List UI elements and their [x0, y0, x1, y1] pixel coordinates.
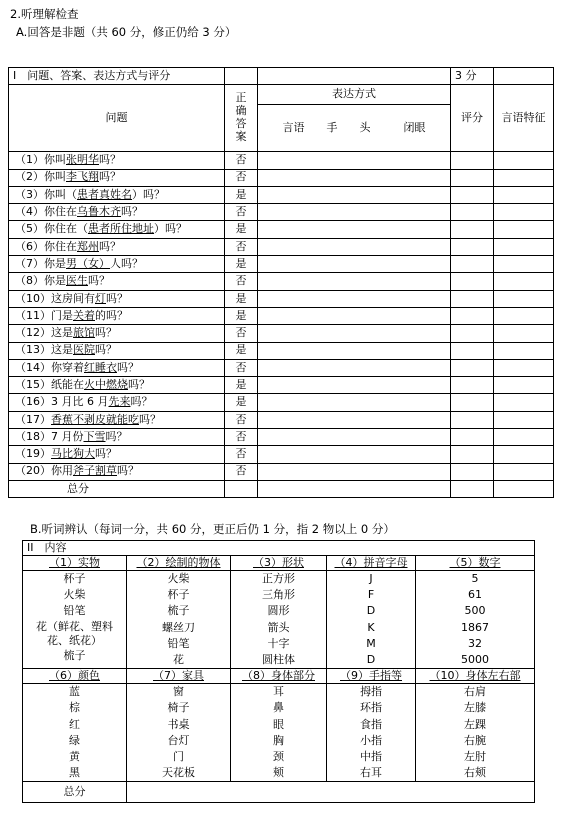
group-items [231, 684, 327, 782]
word-item[interactable]: 右肩 [464, 685, 487, 699]
question-cell [9, 186, 225, 203]
question-text: （8）你是 [15, 274, 66, 288]
question-cell [9, 429, 225, 446]
word-item[interactable]: 左膝 [464, 701, 487, 715]
score-cell[interactable] [451, 446, 494, 463]
table-row [9, 186, 554, 203]
word-item[interactable]: 黄 [69, 749, 80, 763]
speech-cell[interactable] [494, 429, 554, 446]
score-cell[interactable] [451, 359, 494, 376]
word-item[interactable]: 右腕 [464, 733, 487, 747]
question-text: （13）这是 [15, 343, 73, 357]
expression-cell[interactable] [258, 359, 451, 376]
question-keyword: 香蕉不剥皮就能吃 [51, 412, 139, 426]
speech-cell[interactable] [494, 204, 554, 221]
question-text: （4）你住在 [15, 205, 77, 219]
score-cell[interactable] [451, 169, 494, 186]
total-row [23, 782, 535, 803]
table-row [9, 463, 554, 480]
question-cell [9, 325, 225, 342]
question-cell [9, 290, 225, 307]
question-text: 吗？ [121, 205, 143, 219]
speech-cell[interactable] [494, 273, 554, 290]
score-cell[interactable] [451, 325, 494, 342]
group-header [416, 556, 535, 571]
question-cell [9, 359, 225, 376]
question-cell [9, 152, 225, 169]
table-row [9, 325, 554, 342]
expression-cell[interactable] [258, 342, 451, 359]
word-item[interactable]: 胸 [273, 733, 284, 747]
group-header [127, 556, 231, 571]
answer-cell: 否 [225, 359, 258, 376]
answer-cell: 否 [225, 411, 258, 428]
group-items [416, 571, 535, 669]
question-text: 吗？ [95, 326, 117, 340]
question-text: 吗？ [117, 464, 139, 478]
group-items-row [23, 571, 535, 669]
group-title: （8）身体部分 [242, 668, 315, 682]
question-text: 吗？ [95, 343, 117, 357]
points-label: 3 分 [451, 68, 494, 85]
group-header [416, 669, 535, 684]
group-title: （7）家具 [153, 668, 204, 682]
question-cell [9, 204, 225, 221]
table-row [9, 359, 554, 376]
question-text: 人吗？ [110, 256, 143, 270]
speech-cell[interactable] [494, 446, 554, 463]
answer-cell: 是 [225, 394, 258, 411]
expression-cell[interactable] [258, 256, 451, 273]
speech-cell[interactable] [494, 238, 554, 255]
table-row [9, 377, 554, 394]
word-item[interactable]: F [367, 588, 375, 602]
question-text: 吗？ [139, 412, 161, 426]
question-text: （11）门是 [15, 308, 73, 322]
word-item[interactable]: 三角形 [262, 588, 295, 602]
word-item[interactable]: 椅子 [167, 701, 190, 715]
answer-cell: 否 [225, 152, 258, 169]
word-item[interactable]: 红 [69, 717, 80, 731]
question-keyword: 关着 [73, 308, 95, 322]
score-cell[interactable] [451, 342, 494, 359]
question-text: （20）你用 [15, 464, 73, 478]
word-item[interactable]: 环指 [360, 701, 382, 715]
group-header-row [23, 669, 535, 684]
answer-cell: 否 [225, 273, 258, 290]
group-header [327, 556, 416, 571]
word-item[interactable]: 棕 [69, 701, 80, 715]
expression-cell[interactable] [258, 446, 451, 463]
col-speech: 言语特征 [494, 85, 554, 152]
question-keyword: 郑州 [77, 239, 99, 253]
question-text: 的吗？ [95, 308, 128, 322]
speech-cell[interactable] [494, 377, 554, 394]
question-keyword: 患者真姓名 [77, 187, 132, 201]
score-cell[interactable] [451, 256, 494, 273]
word-item[interactable]: 杯子 [63, 572, 86, 585]
table-row [9, 394, 554, 411]
group-title: （9）手指等 [340, 668, 402, 682]
table-row [9, 221, 554, 238]
question-text: （17） [15, 412, 51, 426]
word-item[interactable]: 铅笔 [63, 604, 86, 618]
word-item[interactable]: 500 [464, 604, 486, 618]
total-label: 总分 [23, 782, 127, 803]
yes-no-table [8, 67, 554, 498]
word-item[interactable]: 黑 [69, 766, 80, 780]
answer-cell: 是 [225, 307, 258, 324]
word-item[interactable]: 花 [173, 652, 184, 666]
score-cell[interactable] [451, 204, 494, 221]
word-item[interactable]: 中指 [360, 749, 382, 763]
question-text: （7）你是 [15, 256, 66, 270]
question-text: ）吗？ [154, 222, 187, 236]
question-cell [9, 342, 225, 359]
expression-cell[interactable] [258, 290, 451, 307]
total-label: 总分 [9, 480, 225, 497]
speech-cell[interactable] [494, 186, 554, 203]
expression-cell[interactable] [258, 394, 451, 411]
group-items [231, 571, 327, 669]
word-item[interactable]: 铅笔 [167, 636, 190, 650]
group-header-row [23, 556, 535, 571]
total-cell[interactable] [225, 480, 258, 497]
question-keyword: 灯 [95, 291, 106, 305]
question-keyword: 先来 [108, 395, 131, 409]
answer-cell: 否 [225, 238, 258, 255]
word-item[interactable]: 颊 [273, 766, 284, 780]
speech-cell[interactable] [494, 325, 554, 342]
question-cell [9, 273, 225, 290]
word-item[interactable]: K [367, 620, 375, 634]
word-item[interactable]: 圆柱体 [262, 652, 295, 666]
question-keyword: 李飞翔 [66, 170, 99, 184]
expression-cell[interactable] [258, 307, 451, 324]
word-item[interactable]: D [366, 604, 376, 618]
question-text: 吗？ [130, 395, 153, 409]
question-cell [9, 307, 225, 324]
word-item[interactable]: 梳子 [167, 604, 190, 618]
answer-cell: 否 [225, 325, 258, 342]
table-row [9, 411, 554, 428]
score-cell[interactable] [451, 221, 494, 238]
question-text: （14）你穿着 [15, 360, 84, 374]
group-items [23, 571, 127, 669]
word-item[interactable]: 右耳 [360, 766, 382, 780]
answer-cell: 否 [225, 463, 258, 480]
question-keyword: 男（女） [66, 256, 110, 270]
word-item[interactable]: 书桌 [167, 717, 190, 731]
question-keyword: 医院 [73, 343, 95, 357]
expression-cell[interactable] [258, 238, 451, 255]
group-title: （3）形状 [253, 555, 304, 569]
score-cell[interactable] [451, 238, 494, 255]
question-text: ）吗？ [132, 187, 165, 201]
word-item[interactable]: 左踝 [464, 717, 487, 731]
question-text: 吗？ [105, 429, 128, 443]
question-text: （3）你叫（ [15, 187, 77, 201]
word-item[interactable]: 食指 [360, 717, 382, 731]
score-cell[interactable] [451, 186, 494, 203]
word-item[interactable]: 杯子 [167, 588, 190, 602]
group-items-row [23, 684, 535, 782]
answer-cell: 是 [225, 342, 258, 359]
group-header [23, 556, 127, 571]
total-cell[interactable] [258, 480, 451, 497]
expression-cell[interactable] [258, 325, 451, 342]
group-items [23, 684, 127, 782]
question-text: 吗？ [99, 170, 121, 184]
question-text: （16）3 月比 6 月 [15, 395, 109, 409]
score-cell[interactable] [451, 429, 494, 446]
expression-cell[interactable] [258, 186, 451, 203]
score-cell[interactable] [451, 411, 494, 428]
question-keyword: 下雪 [83, 429, 106, 443]
part-a-title: A.回答是非题（共 60 分，修正仍给 3 分） [16, 25, 237, 39]
question-cell [9, 463, 225, 480]
score-cell[interactable] [451, 290, 494, 307]
group-items [327, 684, 416, 782]
score-cell[interactable] [451, 152, 494, 169]
question-cell [9, 256, 225, 273]
question-cell [9, 238, 225, 255]
question-text: 吗？ [99, 239, 121, 253]
question-keyword: 张明华 [66, 153, 99, 167]
word-item[interactable]: 32 [468, 636, 483, 650]
word-item[interactable]: J [369, 572, 373, 585]
word-item[interactable]: 耳 [273, 685, 284, 699]
question-cell [9, 411, 225, 428]
group-items [416, 684, 535, 782]
table-row [9, 342, 554, 359]
table-row [9, 204, 554, 221]
table-row [9, 169, 554, 186]
part-b-title: B.听词辨认（每词一分，共 60 分，更正后仍 1 分，指 2 物以上 0 分） [30, 522, 395, 536]
word-item[interactable]: 61 [468, 588, 483, 602]
question-keyword: 马比狗大 [51, 447, 95, 461]
total-cell[interactable] [127, 782, 535, 803]
word-item[interactable]: 绿 [69, 733, 80, 747]
group-title: （4）拼音字母 [334, 555, 408, 569]
table-row [9, 307, 554, 324]
expression-subheaders: 言语 手 头 闭眼 [258, 104, 451, 152]
answer-cell: 否 [225, 429, 258, 446]
question-keyword: 斧子割草 [73, 464, 117, 478]
speech-cell[interactable] [494, 290, 554, 307]
question-text: 吗？ [128, 377, 150, 391]
word-item[interactable]: 蓝 [69, 685, 80, 699]
question-cell [9, 169, 225, 186]
word-item[interactable]: 梳子 [63, 648, 86, 662]
expression-cell[interactable] [258, 429, 451, 446]
expression-cell[interactable] [258, 463, 451, 480]
score-cell[interactable] [451, 273, 494, 290]
table-row [9, 152, 554, 169]
word-recognition-table [22, 540, 535, 803]
group-header [231, 669, 327, 684]
word-item[interactable]: 左肘 [464, 749, 487, 763]
word-item[interactable]: 门 [173, 749, 184, 763]
expression-cell[interactable] [258, 169, 451, 186]
speech-cell[interactable] [494, 152, 554, 169]
group-title: （2）绘制的物体 [136, 555, 221, 569]
col-question: 问题 [9, 85, 225, 152]
word-item[interactable]: 台灯 [167, 733, 190, 747]
group-header [23, 669, 127, 684]
table-row [9, 273, 554, 290]
question-text: 吗？ [99, 153, 121, 167]
question-keyword: 乌鲁木齐 [77, 205, 121, 219]
word-item[interactable]: 正方形 [262, 572, 295, 585]
group-header [127, 669, 231, 684]
word-item[interactable]: 天花板 [162, 766, 195, 780]
speech-cell[interactable] [494, 221, 554, 238]
question-text: 吗？ [95, 447, 117, 461]
score-cell[interactable] [451, 394, 494, 411]
question-keyword: 火中燃烧 [84, 377, 128, 391]
word-item[interactable]: M [366, 636, 376, 650]
answer-cell: 是 [225, 256, 258, 273]
expression-cell[interactable] [258, 411, 451, 428]
expression-cell[interactable] [258, 273, 451, 290]
speech-cell[interactable] [494, 169, 554, 186]
question-keyword: 红睡衣 [84, 360, 117, 374]
speech-cell[interactable] [494, 411, 554, 428]
speech-cell[interactable] [494, 463, 554, 480]
score-cell[interactable] [451, 463, 494, 480]
group-items [127, 571, 231, 669]
question-cell [9, 377, 225, 394]
speech-cell[interactable] [494, 256, 554, 273]
question-text: （12）这是 [15, 326, 73, 340]
question-keyword: 旅馆 [73, 326, 95, 340]
section-label: I 问题、答案、表达方式与评分 [9, 68, 225, 85]
col-expression: 表达方式 [258, 85, 451, 104]
word-item[interactable]: 鼻 [273, 701, 284, 715]
speech-cell[interactable] [494, 359, 554, 376]
question-text: （5）你住在（ [15, 222, 88, 236]
word-item[interactable]: 小指 [360, 733, 382, 747]
word-item[interactable]: 拇指 [360, 685, 382, 699]
word-item[interactable]: 螺丝刀 [162, 620, 195, 634]
question-cell [9, 221, 225, 238]
score-cell[interactable] [451, 307, 494, 324]
table-row [9, 446, 554, 463]
table-row [9, 290, 554, 307]
score-cell[interactable] [451, 377, 494, 394]
word-item[interactable]: 窗 [173, 685, 184, 699]
question-text: （19） [15, 447, 51, 461]
group-items [127, 684, 231, 782]
total-cell[interactable] [451, 480, 494, 497]
question-keyword: 医生 [66, 274, 88, 288]
answer-cell: 否 [225, 204, 258, 221]
section-label-ii: II 内容 [23, 541, 535, 556]
word-item[interactable]: 火柴 [63, 588, 86, 602]
group-items [327, 571, 416, 669]
group-header [327, 669, 416, 684]
total-row [9, 480, 554, 497]
word-item[interactable]: 眼 [273, 717, 284, 731]
word-item[interactable]: 1867 [461, 620, 490, 634]
group-title: （1）实物 [49, 555, 100, 569]
group-title: （6）颜色 [49, 668, 100, 682]
question-text: 吗？ [117, 360, 139, 374]
speech-cell[interactable] [494, 394, 554, 411]
word-item[interactable]: 颈 [273, 749, 284, 763]
total-cell[interactable] [494, 480, 554, 497]
word-item[interactable]: 十字 [267, 636, 290, 650]
word-item[interactable]: 火柴 [167, 572, 190, 585]
group-title: （5）数字 [449, 555, 501, 569]
word-item[interactable]: 右颊 [464, 766, 487, 780]
col-answer: 正 确 答 案 [225, 85, 258, 152]
word-item[interactable]: 花（鲜花、塑料花、纸花） [36, 619, 113, 647]
question-text: （10）这房间有 [15, 291, 95, 305]
answer-cell: 否 [225, 446, 258, 463]
word-item[interactable]: 5000 [461, 652, 490, 666]
table-row [9, 256, 554, 273]
word-item[interactable]: 箭头 [267, 620, 290, 634]
expression-cell[interactable] [258, 221, 451, 238]
expression-cell[interactable] [258, 152, 451, 169]
answer-cell: 是 [225, 221, 258, 238]
question-text: （2）你叫 [15, 170, 66, 184]
expression-cell[interactable] [258, 204, 451, 221]
section-heading: 2.听理解检查 [10, 7, 79, 21]
col-score: 评分 [451, 85, 494, 152]
question-text: （15）纸能在 [15, 377, 84, 391]
question-keyword: 患者所住地址 [88, 222, 154, 236]
question-text: （18）7 月份 [15, 429, 84, 443]
question-cell [9, 446, 225, 463]
table-row [9, 238, 554, 255]
word-item[interactable]: D [366, 652, 376, 666]
answer-cell: 是 [225, 290, 258, 307]
word-item[interactable]: 5 [471, 572, 479, 585]
word-item[interactable]: 圆形 [267, 604, 290, 618]
question-text: 吗？ [88, 274, 110, 288]
answer-cell: 是 [225, 377, 258, 394]
question-cell [9, 394, 225, 411]
table-row [9, 429, 554, 446]
speech-cell[interactable] [494, 342, 554, 359]
question-text: （1）你叫 [15, 153, 66, 167]
answer-cell: 否 [225, 169, 258, 186]
expression-cell[interactable] [258, 377, 451, 394]
question-text: 吗？ [106, 291, 128, 305]
speech-cell[interactable] [494, 307, 554, 324]
question-text: （6）你住在 [15, 239, 77, 253]
group-title: （10）身体左右部 [429, 668, 521, 682]
group-header [231, 556, 327, 571]
answer-cell: 是 [225, 186, 258, 203]
